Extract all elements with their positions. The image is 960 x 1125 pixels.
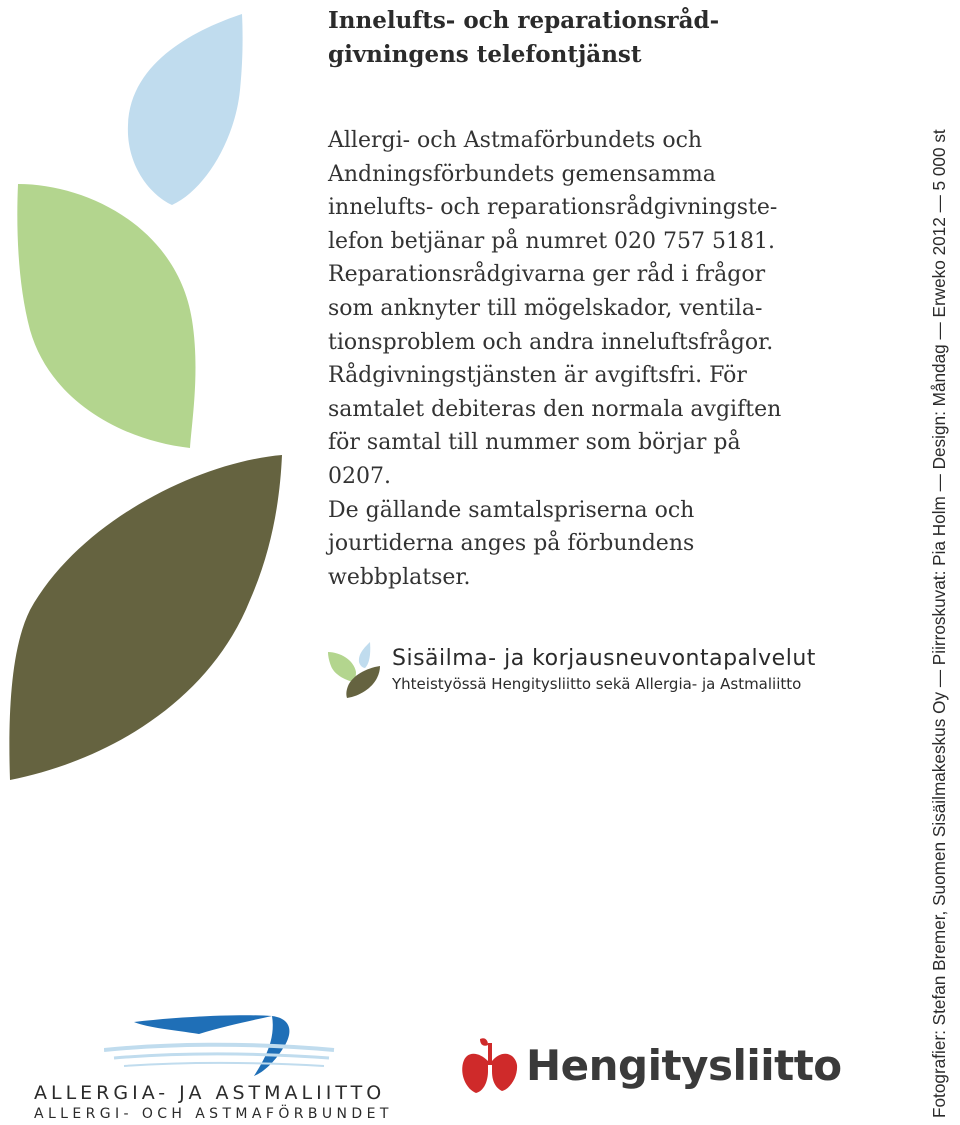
text-line: webbplatser. <box>328 564 471 590</box>
sisailma-name: Sisäilma- ja korjausneuvontapalvelut <box>392 646 816 671</box>
text-line: samtalet debiteras den normala avgiften <box>328 396 782 422</box>
leaf-dark-olive-icon <box>9 455 282 780</box>
sisailma-logo <box>326 640 846 700</box>
title-line-1: Innelufts- och reparationsråd- <box>328 7 720 34</box>
credits-text: Fotografier: Stefan Bremer, Suomen Sisäilmakeskus Oy — Piirroskuvat: Pia Holm — Design: Måndag — Erweko 2012 — 5 000 st <box>929 129 949 1118</box>
text-line: 0207. <box>328 463 391 489</box>
paragraph-1 <box>328 124 798 494</box>
decorative-leaves <box>0 0 300 790</box>
swoosh-logo-icon <box>104 1010 344 1080</box>
allergia-name-swedish: ALLERGI- OCH ASTMAFÖRBUNDET <box>34 1106 393 1122</box>
allergia-name-finnish: ALLERGIA- JA ASTMALIITTO <box>34 1082 386 1104</box>
leaves-logo-icon <box>326 640 382 700</box>
text-line: tionsproblem och andra inneluftsfrågor. <box>328 329 774 355</box>
red-lungs-icon <box>460 1037 520 1097</box>
text-line: lefon betjänar på numret 020 757 5181. <box>328 228 775 254</box>
text-line: innelufts- och reparationsrådgivningste- <box>328 195 778 221</box>
leaf-light-blue-icon <box>128 14 243 205</box>
page-title <box>328 4 748 72</box>
text-line: som anknyter till mögelskador, ventila- <box>328 295 763 321</box>
allergia-logo <box>34 1010 414 1120</box>
text-line: Rådgivningstjänsten är avgiftsfri. För <box>328 363 747 389</box>
text-line: jourtiderna anges på förbundens <box>328 531 695 557</box>
text-line: Reparationsrådgivarna ger råd i frågor <box>328 262 766 288</box>
text-line: Andningsförbundets gemensamma <box>328 161 716 187</box>
sisailma-tagline: Yhteistyössä Hengitysliitto sekä Allergia- ja Astmaliitto <box>392 675 802 693</box>
hengitysliitto-name: Hengitysliitto <box>526 1041 842 1090</box>
text-line: för samtal till nummer som börjar på <box>328 430 741 456</box>
text-line: De gällande samtalspriserna och <box>328 497 695 523</box>
leaf-light-green-icon <box>17 184 195 448</box>
title-line-2: givningens telefontjänst <box>328 41 642 68</box>
paragraph-2 <box>328 494 798 595</box>
body-text <box>328 124 798 594</box>
hengitysliitto-logo <box>460 1035 842 1105</box>
text-line: Allergi- och Astmaförbundets och <box>328 128 703 153</box>
